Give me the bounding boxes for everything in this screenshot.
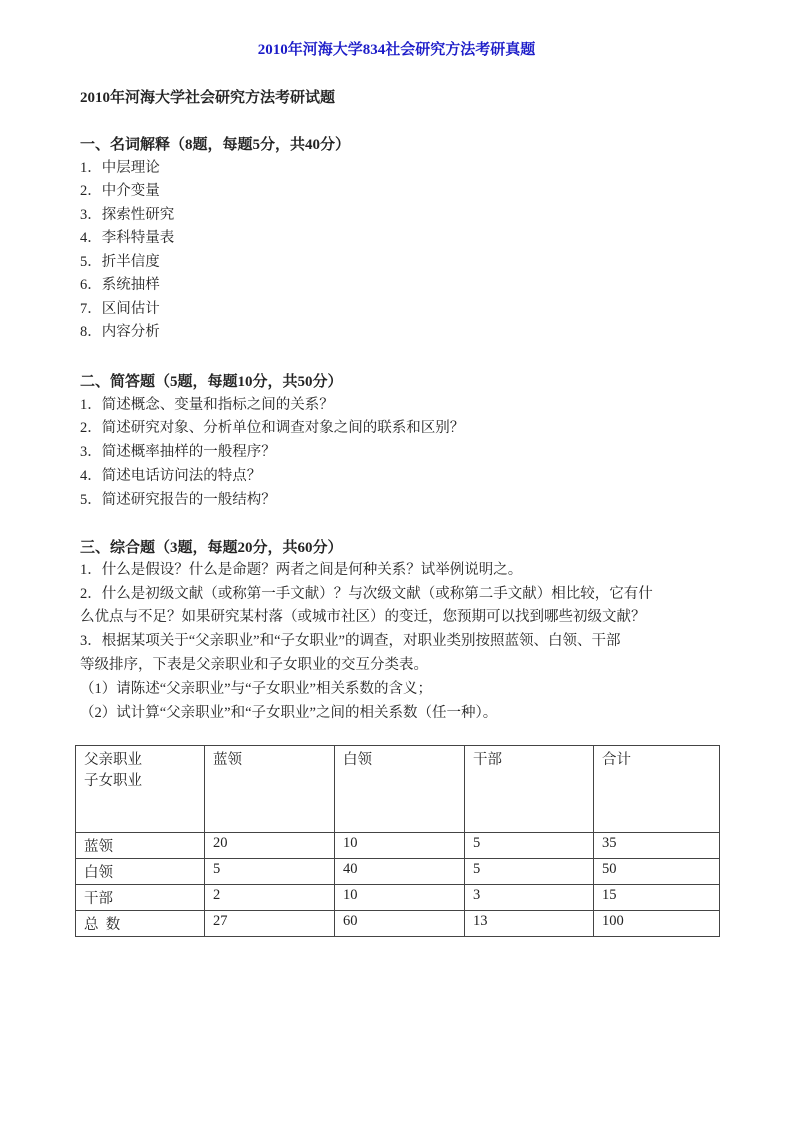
- table-cell: 15: [594, 885, 720, 911]
- table-header: 白领: [335, 746, 465, 833]
- table-cell: 60: [335, 911, 465, 937]
- table-cell: 5: [465, 859, 594, 885]
- section-3-title: 三、综合题（3题，每题20分，共60分）: [80, 540, 343, 556]
- list-item: 1．什么是假设？什么是命题？两者之间是何种关系？试举例说明之。: [80, 562, 523, 578]
- table-cell: 100: [594, 911, 720, 937]
- table-row: [76, 833, 720, 859]
- section-1-title: 一、名词解释（8题，每题5分，共40分）: [80, 137, 351, 153]
- table-cell: 2: [205, 885, 335, 911]
- list-item: 4．李科特量表: [80, 230, 175, 246]
- list-item: 8．内容分析: [80, 324, 160, 340]
- list-item: 5．简述研究报告的一般结构？: [80, 492, 276, 508]
- table-cell: 5: [465, 833, 594, 859]
- table-header-row: [76, 746, 720, 833]
- table-cell: 干部: [76, 885, 205, 911]
- list-item: 7．区间估计: [80, 301, 160, 317]
- list-item: 1．中层理论: [80, 160, 160, 176]
- list-item: 4．简述电话访问法的特点？: [80, 468, 262, 484]
- table-cell: 50: [594, 859, 720, 885]
- list-item: 5．折半信度: [80, 254, 160, 270]
- list-item: 3．简述概率抽样的一般程序？: [80, 444, 276, 460]
- list-item: 2．中介变量: [80, 183, 160, 199]
- list-item: 2．什么是初级文献（或称第一手文献）？与次级文献（或称第二手文献）相比较，它有什: [80, 586, 653, 602]
- list-item: 么优点与不足？如果研究某村落（或城市社区）的变迁，您预期可以找到哪些初级文献？: [80, 609, 646, 625]
- document-title: 2010年河海大学834社会研究方法考研真题: [257, 42, 536, 58]
- cross-tab-table: [75, 745, 720, 937]
- table-row: [76, 859, 720, 885]
- table-cell: 13: [465, 911, 594, 937]
- table-cell: 27: [205, 911, 335, 937]
- corner-top-label: 父亲职业: [84, 752, 142, 768]
- table-cell: 蓝领: [76, 833, 205, 859]
- table-cell: 总 数: [76, 911, 205, 937]
- list-item: 3．探索性研究: [80, 207, 175, 223]
- table-cell: 20: [205, 833, 335, 859]
- table-row: [76, 885, 720, 911]
- table-cell: 5: [205, 859, 335, 885]
- table-cell: 10: [335, 885, 465, 911]
- table-cell: 3: [465, 885, 594, 911]
- list-item: 6．系统抽样: [80, 277, 160, 293]
- list-item: 3．根据某项关于“父亲职业”和“子女职业”的调查，对职业类别按照蓝领、白领、干部: [80, 633, 621, 649]
- exam-heading: 2010年河海大学社会研究方法考研试题: [80, 90, 336, 106]
- table-header: 干部: [465, 746, 594, 833]
- table-row: [76, 911, 720, 937]
- list-item: 2．简述研究对象、分析单位和调查对象之间的联系和区别？: [80, 420, 465, 436]
- table-header: 合计: [594, 746, 720, 833]
- table-cell: 白领: [76, 859, 205, 885]
- table-header: 蓝领: [205, 746, 335, 833]
- table-cell: 40: [335, 859, 465, 885]
- corner-bottom-label: 子女职业: [84, 773, 142, 789]
- table-cell: 35: [594, 833, 720, 859]
- list-item: 等级排序，下表是父亲职业和子女职业的交互分类表。: [80, 657, 428, 673]
- list-item: （2）试计算“父亲职业”和“子女职业”之间的相关系数（任一种）。: [80, 705, 498, 721]
- list-item: 1．简述概念、变量和指标之间的关系？: [80, 397, 334, 413]
- table-corner-cell: [76, 746, 205, 833]
- section-2-title: 二、简答题（5题，每题10分，共50分）: [80, 374, 343, 390]
- list-item: （1）请陈述“父亲职业”与“子女职业”相关系数的含义；: [80, 681, 432, 697]
- table-cell: 10: [335, 833, 465, 859]
